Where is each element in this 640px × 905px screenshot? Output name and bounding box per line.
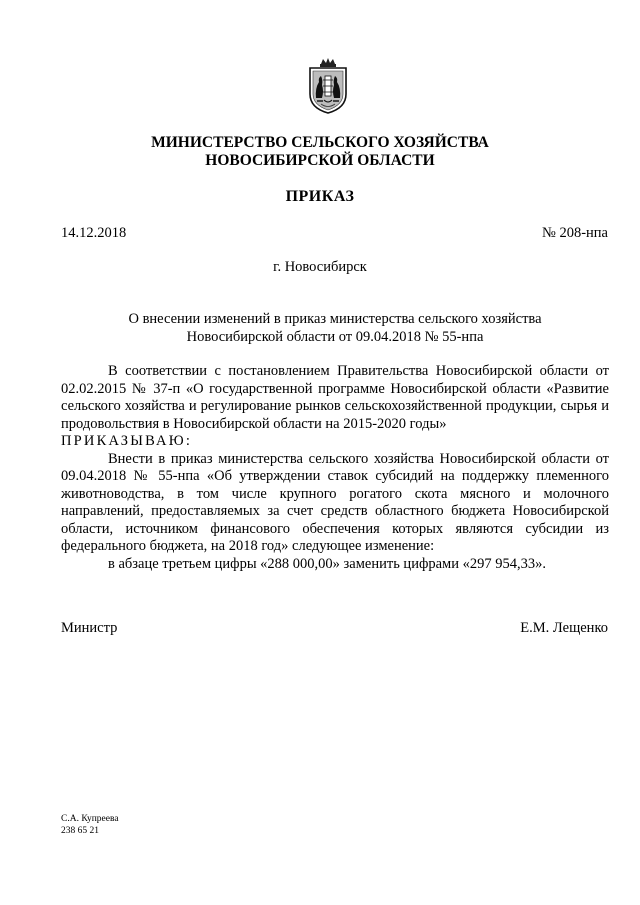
signatory-title: Министр [61,620,118,636]
document-city: г. Новосибирск [273,259,367,275]
ministry-line-2: НОВОСИБИРСКОЙ ОБЛАСТИ [205,152,435,169]
subject-line-1: О внесении изменений в приказ министерства сельского хозяйства [128,311,542,327]
document-date: 14.12.2018 [61,225,127,241]
executor-name: С.А. Купреева [61,814,119,824]
executor-phone: 238 65 21 [61,826,99,836]
body-paragraph-amendment: Внести в приказ министерства сельского хозяйства Новосибирской области от 09.04.2018 № 55-нпа «Об утверждении ставок субсидий на поддержку племенного животноводства, в том числе крупного рогатого скота мясного и молочного направлений, предоставляемых за счет средств областного бюджета Новосибирской области, источником финансового обеспечения которых являются субсидии из федерального бюджета, на 2018 год» следующее изменение: [61,450,609,554]
document-number: № 208-нпа [542,225,608,241]
document-subject [60,310,610,346]
order-word: ПРИКАЗЫВАЮ: [61,433,193,449]
subject-line-2: Новосибирской области от 09.04.2018 № 55-нпа [186,329,484,345]
body-paragraph-preamble: В соответствии с постановлением Правительства Новосибирской области от 02.02.2015 № 37-п «О государственной программе Новосибирской области «Развитие сельского хозяйства и регулирование рынков сельскохозяйственной продукции, сырья и продовольствия в Новосибирской области на 2015-2020 годы» [61,363,609,432]
ministry-name [0,134,640,170]
document-body [61,363,609,573]
signatory-name: Е.М. Лещенко [520,620,608,636]
executor-info [61,813,119,837]
document-type: ПРИКАЗ [285,188,355,205]
ministry-line-1: МИНИСТЕРСТВО СЕЛЬСКОГО ХОЗЯЙСТВА [151,134,489,151]
body-paragraph-change: в абзаце третьем цифры «288 000,00» заменить цифрами «297 954,33». [108,555,546,572]
coat-of-arms-icon [306,58,350,114]
